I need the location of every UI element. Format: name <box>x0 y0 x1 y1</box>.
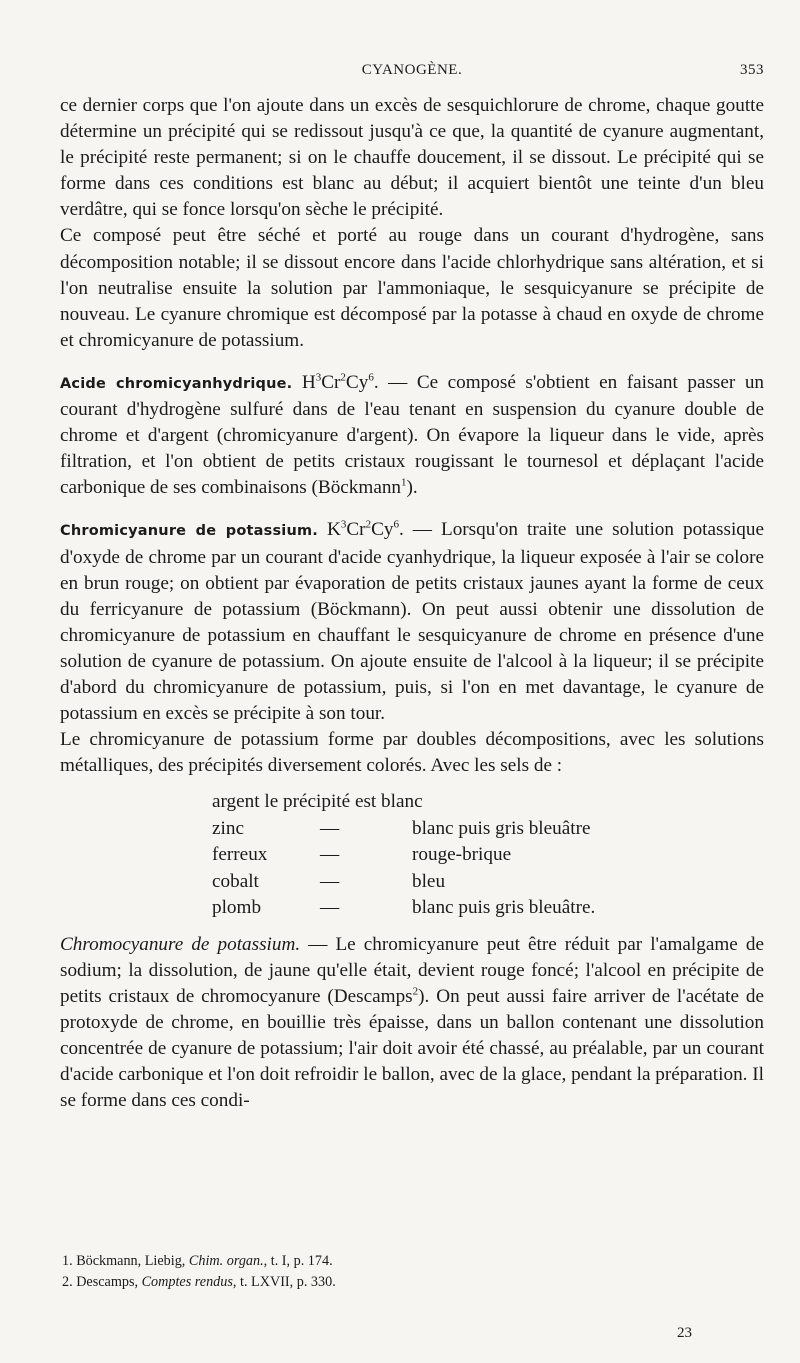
table-row: plomb — blanc puis gris bleuâtre. <box>212 897 596 919</box>
paragraph-chromicyanhydric-acid: Acide chromicyanhydrique. $H^3Cr^2Cy^6$. — Ce composé s'obtient en faisant passer un courant d'hydrogène sulfuré dans de l'eau tenant en suspension du cyanure double de chrome et d'argent (chromicyanure d'argent). On évapore la liqueur dans le vide, après filtration, et l'on obtient de petits cristaux rougissant le tournesol et déplaçant l'acide carbonique de ses combinaisons (Böckmann$^1$). <box>60 371 765 499</box>
footnote-ref-1: 1 <box>401 476 407 489</box>
footnote-ref-2: 2 <box>412 985 419 998</box>
section-heading-chromocyanure: Chromocyanure de potassium. <box>60 933 301 955</box>
running-title: CYANOGÈNE. <box>361 62 463 78</box>
table-row: zinc — blanc puis gris bleuâtre <box>212 817 591 839</box>
precipitate-table <box>212 789 595 922</box>
footnote-1: 1. Böckmann, Liebig, Chim. organ., t. I, p. 174. <box>62 1253 333 1269</box>
formula-acid: $H^3Cr^2Cy^6$. <box>301 371 379 393</box>
formula-chromicyanure: $K^3Cr^2Cy^6$. <box>327 519 404 541</box>
running-header <box>60 62 764 86</box>
page-number: 353 <box>740 62 764 78</box>
section-heading-acid: Acide chromicyanhydrique. <box>60 375 293 392</box>
signature-mark: 23 <box>677 1325 692 1341</box>
section-heading-chromicyanure: Chromicyanure de potassium. <box>60 523 318 540</box>
table-row <box>212 789 595 816</box>
footnote-2: 2. Descamps, Comptes rendus, t. LXVII, p. 330. <box>62 1274 336 1290</box>
main-text <box>60 93 764 1115</box>
paragraph-5: Le chromicyanure de potassium forme par doubles décompositions, avec les solutions métalliques, des précipités diversement colorés. Avec les sels de : <box>60 729 764 777</box>
paragraph-1: ce dernier corps que l'on ajoute dans un excès de sesquichlorure de chrome, chaque goutte détermine un précipité qui se redissout jusqu'à ce que, la quantité de cyanure augmentant, le précipité reste permanent; si on le chauffe doucement, il se dissout. Le précipité qui se forme dans ces conditions est blanc au début; il acquiert bientôt une teinte d'un bleu verdâtre, qui se fonce lorsqu'on sèche le précipité. <box>60 95 764 221</box>
footnotes <box>60 1251 764 1293</box>
table-first-row: argent le précipité est blanc <box>212 791 423 813</box>
paragraph-chromocyanure: Chromocyanure de potassium. — Le chromicyanure peut être réduit par l'amalgame de sodium; la dissolution, de jaune qu'elle était, devient rouge foncé; l'alcool en précipite de petits cristaux de chromocyanure (Descamps$^2$). On peut aussi faire arriver de l'acétate de protoxyde de chrome, en bouillie très épaisse, dans un ballon contenant une dissolution concentrée de cyanure de potassium; l'air doit avoir été chassé, au préalable, par un courant d'acide carbonique et l'on doit refroidir le ballon, avec de la glace, pendant la préparation. Il se forme dans ces condi- <box>60 933 764 1112</box>
paragraph-potassium-chromicyanide: Chromicyanure de potassium. $K^3Cr^2Cy^6$. — Lorsqu'on traite une solution potassique d'oxyde de chrome par un courant d'acide cyanhydrique, la liqueur exposée à l'air se colore en brun rouge; on obtient par évaporation de petits cristaux jaunes ayant la forme de ceux du ferricyanure de potassium (Böckmann). On peut aussi obtenir une dissolution de chromicyanure de potassium en chauffant le sesquicyanure de chrome en présence d'une solution de cyanure de potassium. On ajoute ensuite de l'alcool à la liqueur; il se précipite d'abord du chromicyanure de potassium, puis, si l'on en met davantage, le cyanure de potassium en excès se précipite à son tour. <box>60 519 764 725</box>
paragraph-2: Ce composé peut être séché et porté au rouge dans un courant d'hydrogène, sans décomposition notable; il se dissout encore dans l'acide chlorhydrique sans altération, et si l'on neutralise ensuite la solution par l'ammoniaque, le sesquicyanure se précipite de nouveau. Le cyanure chromique est décomposé par la potasse à chaud en oxyde de chrome et chromicyanure de potassium. <box>60 225 764 351</box>
table-row: ferreux — rouge-brique <box>212 844 512 866</box>
table-row: cobalt — bleu <box>212 870 446 892</box>
